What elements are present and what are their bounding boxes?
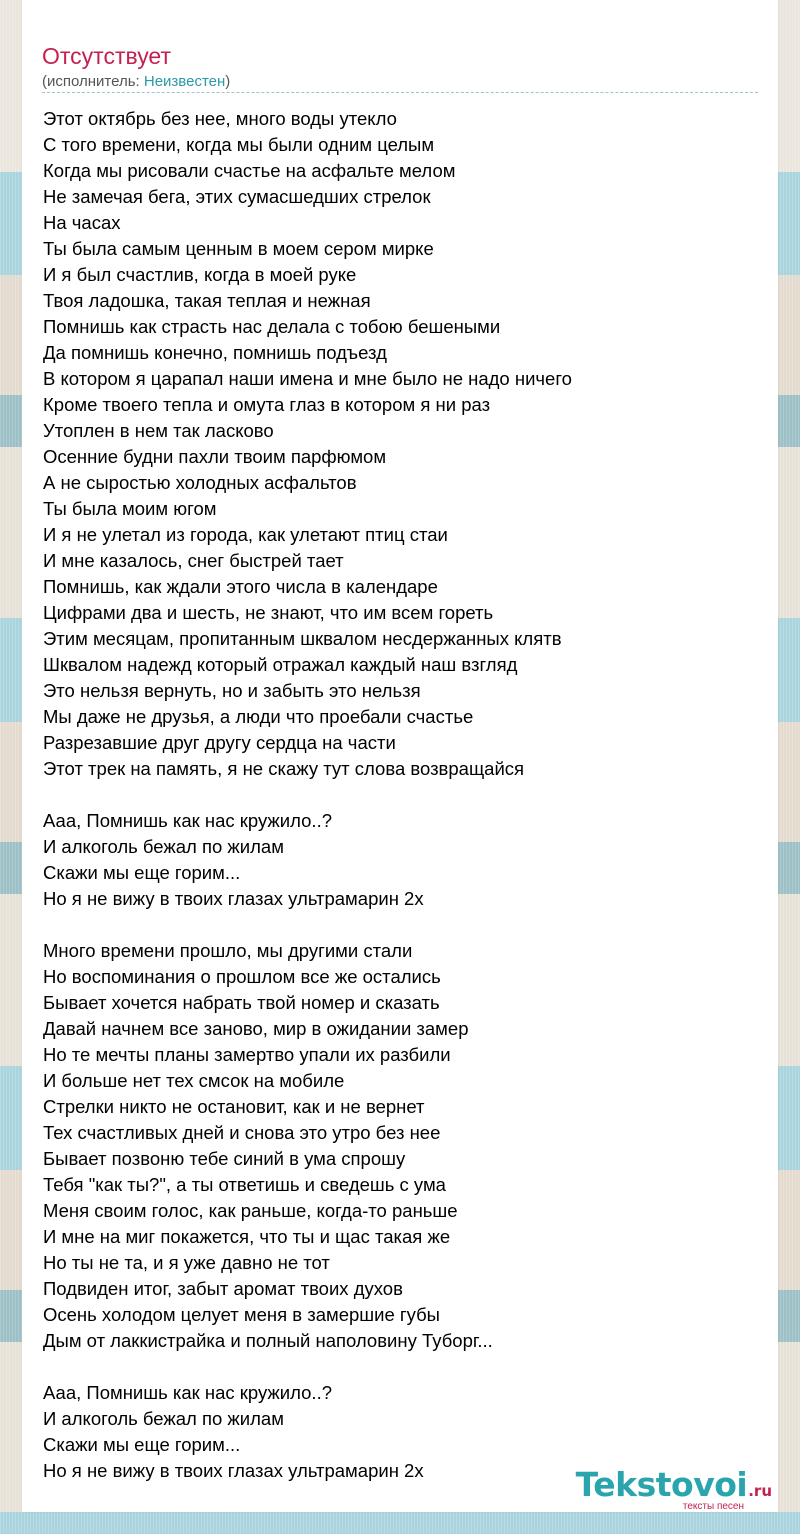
lyric-line: Да помнишь конечно, помнишь подъезд [43,342,387,363]
lyric-line: Мы даже не друзья, а люди что проебали счастье [43,706,474,727]
lyric-line: Но ты не та, и я уже давно не тот [43,1252,330,1273]
lyric-line: Этот трек на память, я не скажу тут слова возвращайся [43,758,525,779]
lyric-line: А не сыростью холодных асфальтов [43,472,357,493]
stanza-break [43,912,763,938]
lyric-line: Осень холодом целует меня в замершие губы [43,1304,440,1325]
lyric-line: Твоя ладошка, такая теплая и нежная [43,290,371,311]
lyric-line: Ты была моим югом [43,498,217,519]
lyric-line: На часах [43,212,121,233]
lyric-line: И больше нет тех смсок на мобиле [43,1070,345,1091]
song-title: Отсутствует [42,43,171,69]
lyric-line: Но те мечты планы замертво упали их разбили [43,1044,451,1065]
lyric-line: С того времени, когда мы были одним целым [43,134,435,155]
lyrics-text [43,106,763,1484]
logo-wordmark: Tekstovoi [575,1465,748,1504]
stanza-break [43,782,763,808]
lyric-line: Давай начнем все заново, мир в ожидании замер [43,1018,469,1039]
lyric-line: Разрезавшие друг другу сердца на части [43,732,396,753]
lyric-line: И я был счастлив, когда в моей руке [43,264,357,285]
lyric-line: Ааа, Помнишь как нас кружило..? [43,810,332,831]
lyric-line: И я не улетал из города, как улетают птиц стаи [43,524,448,545]
lyric-line: Этот октябрь без нее, много воды утекло [43,108,397,129]
stanza-break [43,1354,763,1380]
lyric-line: Осенние будни пахли твоим парфюмом [43,446,387,467]
lyric-line: Этим месяцам, пропитанным шквалом несдержанных клятв [43,628,562,649]
lyric-line: Цифрами два и шесть, не знают, что им всем гореть [43,602,494,623]
lyric-line: Скажи мы еще горим... [43,1434,241,1455]
lyric-line: Бывает хочется набрать твой номер и сказать [43,992,440,1013]
lyric-line: Тех счастливых дней и снова это утро без нее [43,1122,441,1143]
artist-line [42,71,758,93]
lyric-line: И мне казалось, снег быстрей тает [43,550,344,571]
lyric-line: И мне на миг покажется, что ты и щас такая же [43,1226,451,1247]
artist-suffix: ) [225,73,231,90]
lyric-line: Кроме твоего тепла и омута глаз в котором я ни раз [43,394,491,415]
artist-link[interactable]: Неизвестен [143,73,226,90]
lyric-line: Ааа, Помнишь как нас кружило..? [43,1382,332,1403]
lyric-line: Ты была самым ценным в моем сером мирке [43,238,434,259]
lyrics-card [22,0,778,1512]
lyric-line: Утоплен в нем так ласково [43,420,274,441]
lyric-line: Стрелки никто не остановит, как и не вернет [43,1096,425,1117]
lyric-line: Тебя "как ты?", а ты ответишь и сведешь с ума [43,1174,446,1195]
lyric-line: Бывает позвоню тебе синий в ума спрошу [43,1148,406,1169]
lyric-line: Но воспоминания о прошлом все же остались [43,966,441,987]
lyric-line: Дым от лаккистрайка и полный наполовину Туборг... [43,1330,493,1351]
logo-domain: .ru [748,1482,772,1500]
lyric-line: Но я не вижу в твоих глазах ультрамарин 2х [43,888,424,909]
artist-prefix: (исполнитель: [42,73,144,90]
lyric-line: Шквалом надежд который отражал каждый наш взгляд [43,654,518,675]
lyric-line: И алкоголь бежал по жилам [43,1408,284,1429]
lyric-line: Помнишь как страсть нас делала с тобою бешеными [43,316,501,337]
lyric-line: Подвиден итог, забыт аромат твоих духов [43,1278,403,1299]
lyric-line: Меня своим голос, как раньше, когда-то раньше [43,1200,458,1221]
lyric-line: Но я не вижу в твоих глазах ультрамарин 2х [43,1460,424,1481]
lyric-line: Помнишь, как ждали этого числа в календаре [43,576,438,597]
lyric-line: Много времени прошло, мы другими стали [43,940,413,961]
lyric-line: И алкоголь бежал по жилам [43,836,284,857]
lyric-line: Скажи мы еще горим... [43,862,241,883]
site-logo[interactable] [575,1465,772,1512]
logo-tagline: тексты песен [682,1501,744,1512]
lyric-line: Не замечая бега, этих сумасшедших стрелок [43,186,431,207]
lyric-line: Когда мы рисовали счастье на асфальте мелом [43,160,456,181]
lyric-line: Это нельзя вернуть, но и забыть это нельзя [43,680,421,701]
lyric-line: В котором я царапал наши имена и мне было не надо ничего [43,368,572,389]
